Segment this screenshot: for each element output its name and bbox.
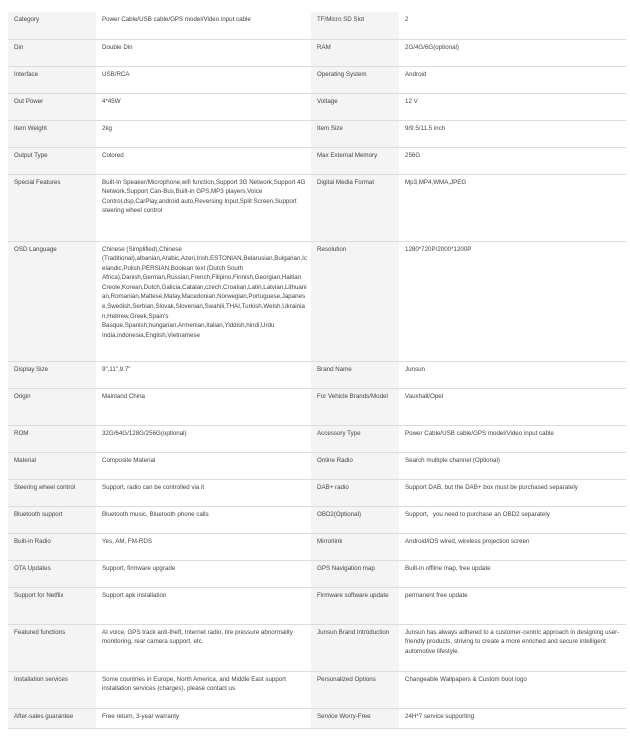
spec-row: [8, 39, 626, 66]
spec-label: Interface: [8, 66, 96, 93]
spec-value: Some countries in Europe, North America, and Middle East support installation services (charges), please contact us: [96, 671, 311, 708]
spec-label: OTA Updates: [8, 560, 96, 587]
spec-label: After-sales guarantee: [8, 708, 96, 728]
spec-value: Free return, 3-year warranty: [96, 708, 311, 728]
spec-row: [8, 93, 626, 120]
spec-value: 32G/64G/128G/256G(optional): [96, 425, 311, 452]
top-cut-text: [0, 0, 630, 12]
spec-label: Accessory Type: [311, 425, 399, 452]
spec-label: Special Features: [8, 174, 96, 241]
spec-table: [8, 12, 626, 729]
spec-row: [8, 174, 626, 241]
spec-value: Bluetooth music, Bluetooth phone calls: [96, 506, 311, 533]
spec-value: Yes, AM, FM-RDS: [96, 533, 311, 560]
spec-row: [8, 66, 626, 93]
spec-label: Operating System: [311, 66, 399, 93]
spec-value: Built-In Speaker/Microphone,wifi function,Support 3G Network,Support 4G Network,Support Can-Bus,Built-in GPS,MP3 players,Voice Control,dsp,CarPlay,android auto,Reversing Input,Split Screen,Support steering wheel control: [96, 174, 311, 241]
spec-row: [8, 425, 626, 452]
spec-value: Built-in offline map, free update: [399, 560, 626, 587]
spec-label: Category: [8, 12, 96, 39]
spec-value: Junsun has always adhered to a customer-centric approach in designing user-friendly products, striving to create a more enriched and secure intelligent automotive lifestyle.: [399, 624, 626, 671]
spec-label: Online Radio: [311, 452, 399, 479]
spec-label: TF/Micro SD Slot: [311, 12, 399, 39]
spec-label: Mirrorlink: [311, 533, 399, 560]
spec-row: [8, 241, 626, 361]
spec-value: Junsun: [399, 361, 626, 388]
spec-row: [8, 479, 626, 506]
spec-value: 2G/4G/6G(optional): [399, 39, 626, 66]
spec-row: [8, 587, 626, 624]
spec-value: 256G: [399, 147, 626, 174]
spec-label: Digital Media Format: [311, 174, 399, 241]
spec-value: Support DAB, but the DAB+ box must be purchased separately: [399, 479, 626, 506]
spec-label: Built-in Radio: [8, 533, 96, 560]
spec-value: AI voice, GPS track anti-theft, Internet radio, tire pressure abnormality monitoring, rear camera support, etc.: [96, 624, 311, 671]
spec-value: Support，you need to purchase an OBD2 separately: [399, 506, 626, 533]
spec-label: Out Power: [8, 93, 96, 120]
spec-row: [8, 560, 626, 587]
spec-value: Colored: [96, 147, 311, 174]
spec-value: Composite Material: [96, 452, 311, 479]
spec-row: [8, 388, 626, 425]
spec-label: Output Type: [8, 147, 96, 174]
spec-label: DAB+ radio: [311, 479, 399, 506]
spec-label: Bluetooth support: [8, 506, 96, 533]
spec-value: Search multiple channel (Optional): [399, 452, 626, 479]
spec-label: Max External Memory: [311, 147, 399, 174]
spec-label: OBD2(Optional): [311, 506, 399, 533]
spec-value: 1280*720P/2000*1200P: [399, 241, 626, 361]
spec-value: USB/RCA: [96, 66, 311, 93]
spec-value: Double Din: [96, 39, 311, 66]
spec-value: 9",11",9.7": [96, 361, 311, 388]
spec-row: [8, 12, 626, 39]
spec-value: Power Cable/USB cable/GPS model/Video input cable: [399, 425, 626, 452]
spec-label: ROM: [8, 425, 96, 452]
spec-label: RAM: [311, 39, 399, 66]
spec-row: [8, 671, 626, 708]
spec-row: [8, 361, 626, 388]
spec-label: Display Size: [8, 361, 96, 388]
spec-label: Resolution: [311, 241, 399, 361]
spec-label: Material: [8, 452, 96, 479]
spec-label: Origin: [8, 388, 96, 425]
spec-value: 9/9.5/11.5 inch: [399, 120, 626, 147]
spec-label: Firmware software update: [311, 587, 399, 624]
spec-value: Mp3,MP4,WMA,JPEG: [399, 174, 626, 241]
spec-value: permanent free update: [399, 587, 626, 624]
spec-value: Chinese (Simplified),Chinese (Traditional),albanian,Arabic,Azeri,Irish,ESTONIAN,Belarusian,Bulgarian,Icelandic,Polish,PERSIAN,Boolean text (Dutch South Africa),Danish,German,Russian,French,Filipino,Finnish,Georgian,Haitian Creole,Korean,Dutch,Galicia,Catalan,czech,Croatian,Latin,Latvian,Lithuanian,Romanian,Maltese,Malay,Macedonian,Norwegian,Portuguese,Japanese,Swedish,Serbian,Slovak,Slovenian,Swahili,THAI,Turkish,Welsh,Ukrainian,Hebrew,Greek,Spain's Basque,Spanish,hungarian,Armenian,Italian,Yiddish,hindi,Urdu India,indonesia,English,Vietnamese: [96, 241, 311, 361]
spec-label: Item Size: [311, 120, 399, 147]
spec-label: Personalized Options: [311, 671, 399, 708]
spec-row: [8, 708, 626, 728]
spec-value: 4*45W: [96, 93, 311, 120]
spec-value: 2kg: [96, 120, 311, 147]
spec-label: Installation services: [8, 671, 96, 708]
spec-label: Support for Netflix: [8, 587, 96, 624]
spec-table-body: [8, 12, 626, 728]
spec-label: For Vehicle Brands/Model: [311, 388, 399, 425]
spec-row: [8, 120, 626, 147]
spec-row: [8, 452, 626, 479]
spec-label: Service Worry-Free: [311, 708, 399, 728]
spec-row: [8, 533, 626, 560]
spec-label: Junsun Brand Introduction: [311, 624, 399, 671]
spec-label: GPS Navigation map: [311, 560, 399, 587]
spec-value: Android: [399, 66, 626, 93]
spec-label: Steering wheel control: [8, 479, 96, 506]
spec-value: Vauxhall/Opel: [399, 388, 626, 425]
spec-value: Power Cable/USB cable/GPS model/Video input cable: [96, 12, 311, 39]
spec-value: Android/iOS wired, wireless projection screen: [399, 533, 626, 560]
spec-row: [8, 506, 626, 533]
spec-value: Changeable Wallpapers & Custom boot logo: [399, 671, 626, 708]
spec-row: [8, 147, 626, 174]
spec-label: Item Weight: [8, 120, 96, 147]
spec-value: Support, firmware upgrade: [96, 560, 311, 587]
spec-value: 24H*7 service supporting: [399, 708, 626, 728]
spec-value: Mainland China: [96, 388, 311, 425]
spec-value: Support, radio can be controlled via it: [96, 479, 311, 506]
spec-label: Din: [8, 39, 96, 66]
spec-row: [8, 624, 626, 671]
spec-label: Featured functions: [8, 624, 96, 671]
spec-label: OSD Language: [8, 241, 96, 361]
spec-label: Brand Name: [311, 361, 399, 388]
spec-label: Voltage: [311, 93, 399, 120]
spec-value: 2: [399, 12, 626, 39]
spec-value: Support apk installation: [96, 587, 311, 624]
spec-value: 12 V: [399, 93, 626, 120]
